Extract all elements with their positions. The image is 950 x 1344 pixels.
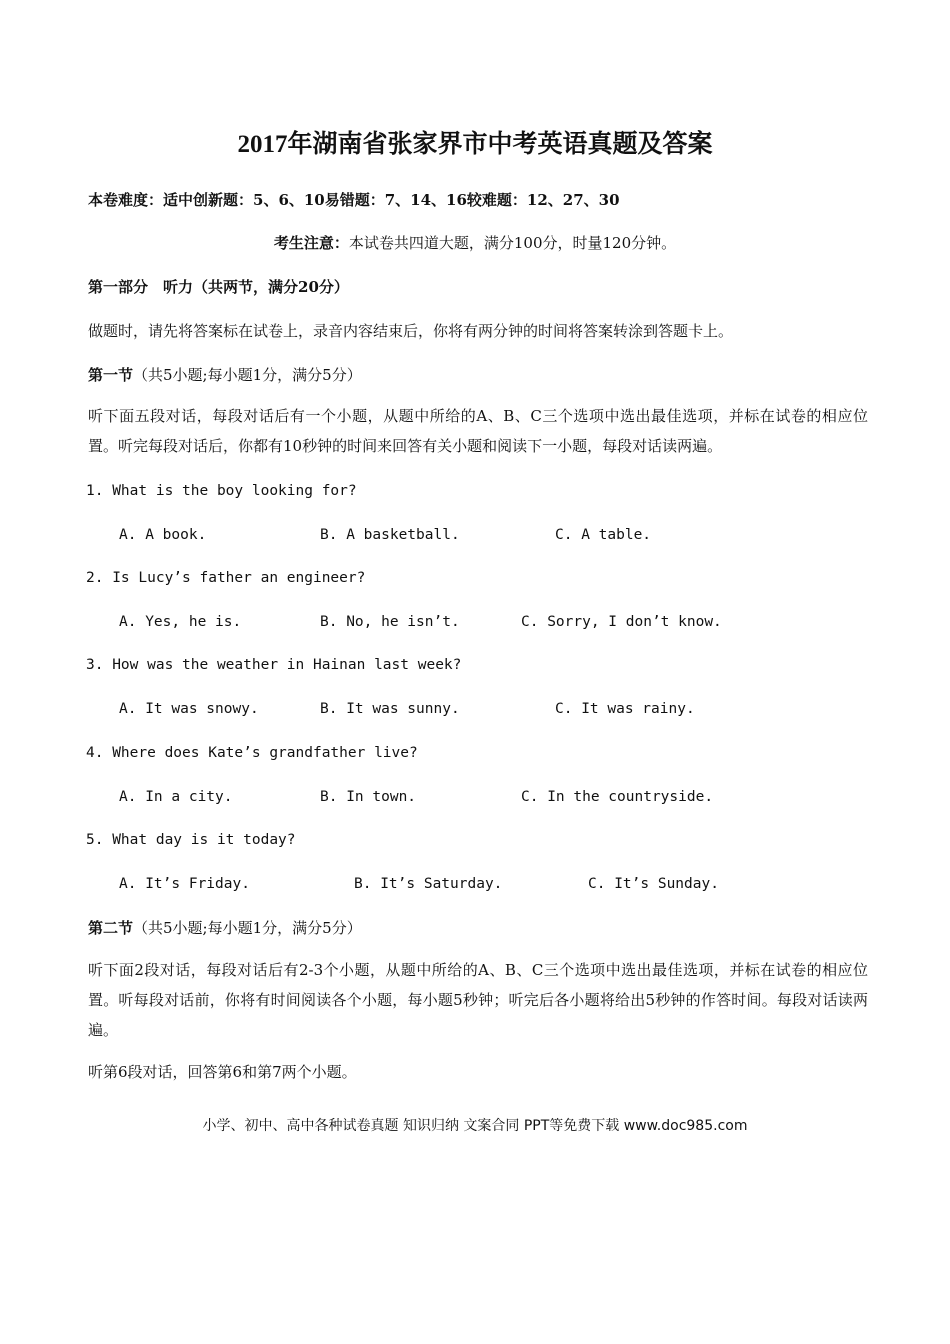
q1-option-b: B. A basketball.	[320, 527, 460, 543]
difficulty-line: 本卷难度：适中创新题：5、6、10易错题：7、14、16较难题：12、27、30	[88, 191, 620, 209]
q3-option-b: B. It was sunny.	[320, 701, 460, 717]
part1-instruction: 做题时，请先将答案标在试卷上，录音内容结束后，你将有两分钟的时间将答案转涂到答题卡上。	[88, 322, 734, 340]
q1-option-c: C. A table.	[555, 527, 652, 543]
question-5: 5. What day is it today?	[86, 832, 296, 848]
q4-option-c: C. In the countryside.	[521, 789, 714, 805]
page-title: 2017年湖南省张家界市中考英语真题及答案	[237, 131, 713, 158]
section1-heading	[88, 365, 362, 385]
notice-label: 考生注意：	[273, 234, 349, 252]
section1-instruction: 听下面五段对话，每段对话后有一个小题，从题中所给的A、B、C三个选项中选出最佳选项，并标在试卷的相应位置。听完每段对话后，你都有10秒钟的时间来回答有关小题和阅读下一小题，每段对话读两遍。	[88, 407, 868, 455]
q1-option-a: A. A book.	[119, 527, 207, 543]
q4-option-a: A. In a city.	[119, 789, 233, 805]
question-2: 2. Is Lucy’s father an engineer?	[86, 570, 366, 586]
dialog-6-instruction: 听第6段对话，回答第6和第7两个小题。	[88, 1063, 357, 1081]
q5-option-a: A. It’s Friday.	[119, 876, 250, 892]
notice-text: 本试卷共四道大题，满分100分，时量120分钟。	[348, 234, 677, 252]
q2-option-b: B. No, he isn’t.	[320, 614, 460, 630]
page-footer: 小学、初中、高中各种试卷真题 知识归纳 文案合同 PPT等免费下载 www.doc985.com	[202, 1118, 748, 1134]
part1-heading: 第一部分 听力（共两节，满分20分）	[88, 278, 349, 296]
section2-heading	[88, 918, 362, 938]
section2-note: （共5小题;每小题1分，满分5分）	[133, 919, 362, 937]
q2-option-c: C. Sorry, I don’t know.	[521, 614, 722, 630]
notice-line	[0, 233, 950, 253]
section2-label: 第二节	[88, 919, 134, 937]
q5-option-b: B. It’s Saturday.	[354, 876, 503, 892]
q2-option-a: A. Yes, he is.	[119, 614, 242, 630]
q3-option-a: A. It was snowy.	[119, 701, 259, 717]
question-1: 1. What is the boy looking for?	[86, 483, 357, 499]
q5-option-c: C. It’s Sunday.	[588, 876, 719, 892]
question-3: 3. How was the weather in Hainan last week?	[86, 657, 462, 673]
q3-option-c: C. It was rainy.	[555, 701, 695, 717]
section2-instruction: 听下面2段对话，每段对话后有2-3个小题，从题中所给的A、B、C三个选项中选出最佳选项，并标在试卷的相应位置。听每段对话前，你将有时间阅读各个小题，每小题5秒钟；听完后各小题将给出5秒钟的作答时间。每段对话读两遍。	[88, 961, 868, 1039]
section1-note: （共5小题;每小题1分，满分5分）	[133, 366, 362, 384]
section1-label: 第一节	[88, 366, 134, 384]
q4-option-b: B. In town.	[320, 789, 417, 805]
question-4: 4. Where does Kate’s grandfather live?	[86, 745, 418, 761]
